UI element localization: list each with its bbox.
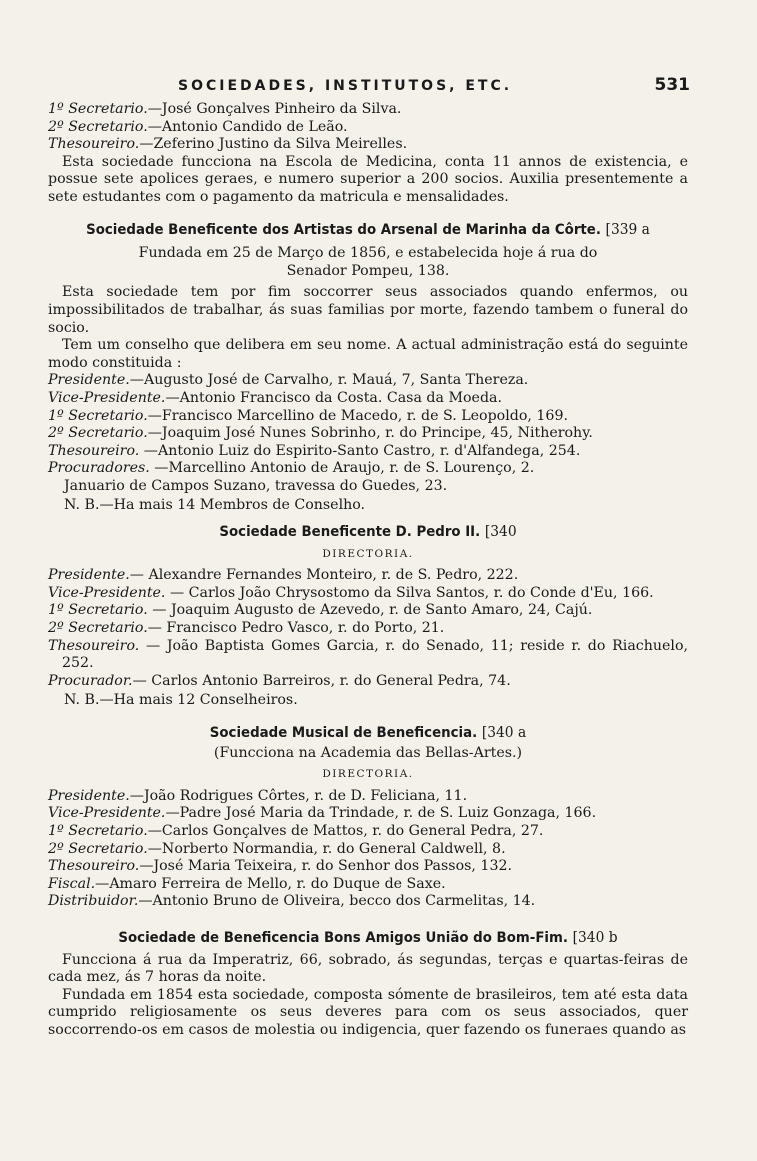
officer-line: Thesoureiro.—José Maria Teixeira, r. do Senhor dos Passos, 132. [48, 858, 513, 875]
nb-note: N. B.—Ha mais 12 Conselheiros. [64, 692, 298, 709]
officer-line: Distribuidor.—Antonio Bruno de Oliveira, becco dos Carmelitas, 14. [48, 893, 536, 910]
page-content [48, 101, 688, 1040]
officer-line: 2º Secretario.—Antonio Candido de Leão. [48, 118, 348, 135]
intro-paragraph: Esta sociedade funcciona na Escola de Medicina, conta 11 annos de existencia, e possue sete apolices geraes, e numero superior a 200 socios. Auxilia presentemente a sete estudantes com o pagamento da matricula e mensalidades. [48, 153, 688, 205]
section-paragraph: Fundada em 1854 esta sociedade, composta sómente de brasileiros, tem até esta data cumprido religiosamente os seus deveres para com os seus associados, quer soccorrendo-os em casos de molestia ou indigencia, quer fazendo os funeraes quando as [48, 986, 688, 1038]
officer-line: 1º Secretario.—Carlos Gonçalves de Mattos, r. do General Pedra, 27. [48, 822, 544, 839]
section-ref: [340 a [481, 723, 527, 741]
section-note: (Funcciona na Academia das Bellas-Artes.) [213, 744, 523, 761]
section-title-339a: Sociedade Beneficente dos Artistas do Arsenal de Marinha da Côrte. [339 a [86, 219, 650, 238]
officer-line: Vice-Presidente. — Carlos João Chrysostomo da Silva Santos, r. do Conde d'Eu, 166. [48, 584, 654, 601]
officer-line: Thesoureiro. —Antonio Luiz do Espirito-Santo Castro, r. d'Alfandega, 254. [48, 442, 581, 459]
officer-line: 2º Secretario.—Joaquim José Nunes Sobrinho, r. do Principe, 45, Nitherohy. [48, 425, 593, 442]
officer-line: Presidente.—Augusto José de Carvalho, r. Mauá, 7, Santa Thereza. [48, 372, 529, 389]
officer-line: Presidente.—João Rodrigues Côrtes, r. de D. Feliciana, 11. [48, 787, 468, 804]
section-paragraph: Esta sociedade tem por fim soccorrer seus associados quando enfermos, ou impossibilitados de trabalhar, ás suas familias por morte, fazendo tambem o funeral do socio. [48, 284, 688, 336]
officer-line: Thesoureiro.—Zeferino Justino da Silva Meirelles. [48, 136, 408, 153]
officer-line: Thesoureiro. — João Baptista Gomes Garcia, r. do Senado, 11; reside r. do Riachuelo, 252. [48, 637, 688, 672]
section-title-340b: Sociedade de Beneficencia Bons Amigos União do Bom-Fim. [340 b [118, 927, 618, 946]
section-ref: [340 b [572, 927, 618, 946]
section-title-340: Sociedade Beneficente D. Pedro II. [340 [219, 522, 517, 541]
officer-line: 1º Secretario.—José Gonçalves Pinheiro da Silva. [48, 101, 402, 117]
officer-line: Procuradores. —Marcellino Antonio de Araujo, r. de S. Lourenço, 2. [48, 460, 535, 477]
nb-note: N. B.—Ha mais 14 Membros de Conselho. [64, 497, 366, 514]
section-ref: [339 a [605, 219, 650, 238]
section-ref: [340 [484, 522, 517, 541]
officer-line: 1º Secretario. — Joaquim Augusto de Azevedo, r. de Santo Amaro, 24, Cajú. [48, 602, 593, 619]
officer-line: Vice-Presidente.—Padre José Maria da Trindade, r. de S. Luiz Gonzaga, 166. [48, 805, 597, 822]
founded-line: Fundada em 25 de Março de 1856, e estabelecida hoje á rua do [138, 245, 598, 262]
running-head [48, 75, 690, 100]
officer-line: 2º Secretario.— Francisco Pedro Vasco, r. do Porto, 21. [48, 620, 445, 637]
page-number: 531 [654, 75, 690, 95]
directoria-heading: DIRECTORIA. [322, 768, 414, 781]
officer-line: Fiscal.—Amaro Ferreira de Mello, r. do Duque de Saxe. [48, 875, 446, 892]
officer-line: Procurador.— Carlos Antonio Barreiros, r. do General Pedra, 74. [48, 672, 511, 689]
directoria-heading: DIRECTORIA. [322, 547, 414, 560]
officer-line: 2º Secretario.—Norberto Normandia, r. do General Caldwell, 8. [48, 840, 506, 857]
officer-line: Vice-Presidente.—Antonio Francisco da Costa. Casa da Moeda. [48, 389, 502, 406]
section-paragraph: Funcciona á rua da Imperatriz, 66, sobrado, ás segundas, terças e quartas-feiras de cada mez, ás 7 horas da noite. [48, 951, 688, 986]
officer-line: Presidente.— Alexandre Fernandes Monteiro, r. de S. Pedro, 222. [48, 567, 519, 584]
section-title-340a: Sociedade Musical de Beneficencia. [340 a [209, 723, 527, 741]
founded-line: Senador Pompeu, 138. [286, 262, 450, 279]
section-paragraph: Tem um conselho que delibera em seu nome. A actual administração está do seguinte modo constituida : [48, 337, 688, 371]
running-title: SOCIEDADES, INSTITUTOS, ETC. [178, 78, 513, 94]
officer-line: 1º Secretario.—Francisco Marcellino de Macedo, r. de S. Leopoldo, 169. [48, 407, 568, 424]
officer-line: Januario de Campos Suzano, travessa do Guedes, 23. [64, 477, 448, 494]
